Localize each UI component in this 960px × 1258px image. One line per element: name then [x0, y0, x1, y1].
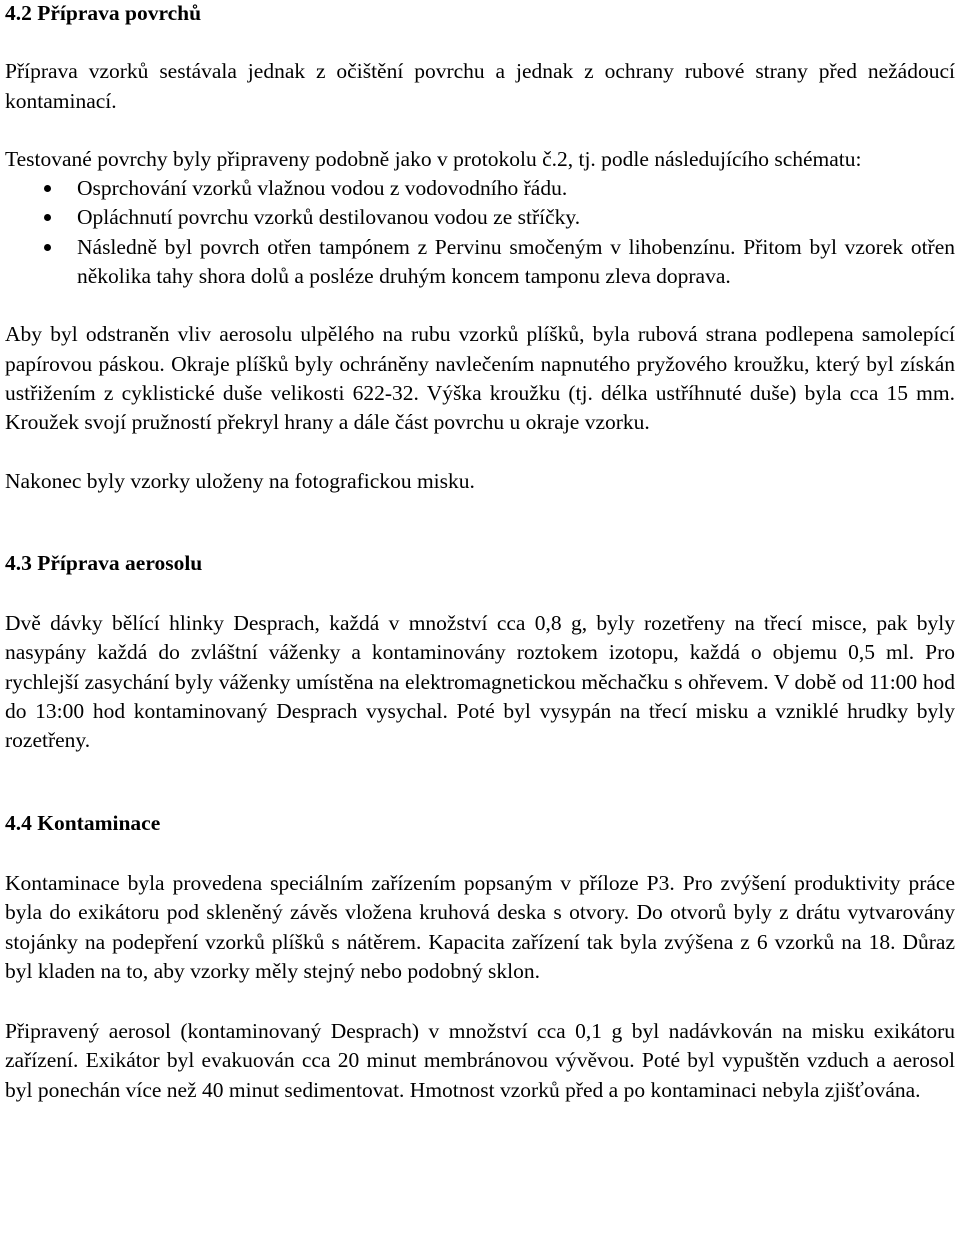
paragraph-photo-dish: Nakonec byly vzorky uloženy na fotografickou misku. — [5, 468, 475, 493]
list-item-text: Opláchnutí povrchu vzorků destilovanou vodou ze stříčky. — [77, 205, 581, 230]
paragraph-aerosol-preparation: Dvě dávky bělící hlinky Desprach, každá v množství cca 0,8 g, byly rozetřeny na třecí misce, pak byly nasypány každá do zvláštní váženky a kontaminovány roztokem izotopu, každá o objemu 0,5 ml. Pro rychlejší zasychání byly váženky umístěna na elektromagnetickou měchačku s ohřevem. V době od 11:00 hod do 13:00 hod kontaminovaný Desprach vysychal. Poté byl vysypán na třecí misku a vzniklé hrudky byly rozetřeny. — [5, 611, 955, 753]
list-item-text: Osprchování vzorků vlažnou vodou z vodovodního řádu. — [77, 176, 568, 201]
section-heading-4-4: 4.4 Kontaminace — [5, 810, 161, 835]
paragraph-sample-preparation: Příprava vzorků sestávala jednak z očištění povrchu a jednak z ochrany rubové strany před nežádoucí kontaminací. — [5, 59, 955, 113]
document-page — [5, 0, 955, 1105]
bullet-icon — [44, 214, 51, 221]
paragraph-contamination-procedure: Připravený aerosol (kontaminovaný Desprach) v množství cca 0,1 g byl nadávkován na misku exikátoru zařízení. Exikátor byl evakuován cca 20 minut membránovou vývěvou. Poté byl vypuštěn vzduch a aerosol byl ponechán více než 40 minut sedimentovat. Hmotnost vzorků před a po kontaminaci nebyla zjišťována. — [5, 1019, 955, 1102]
list-item-step-3 — [5, 233, 955, 292]
list-item-step-1 — [5, 174, 955, 203]
section-heading-4-3: 4.3 Příprava aerosolu — [5, 550, 203, 575]
section-heading-4-2: 4.2 Příprava povrchů — [5, 1, 202, 25]
bullet-icon — [44, 244, 51, 251]
paragraph-contamination-device: Kontaminace byla provedena speciálním zařízením popsaným v příloze P3. Pro zvýšení produktivity práce byla do exikátoru pod skleněný závěs vložena kruhová deska s otvory. Do otvorů byly z drátu vytvarovány stojánky na podepření vzorků plíšků s nátěrem. Kapacita zařízení tak byla zvýšena z 6 vzorků na 18. Důraz byl kladen na to, aby vzorky měly stejný nebo podobný sklon. — [5, 870, 955, 983]
paragraph-surfaces-scheme: Testované povrchy byly připraveny podobně jako v protokolu č.2, tj. podle následujícího schématu: — [5, 146, 862, 171]
preparation-steps-list — [5, 174, 955, 291]
list-item-step-2 — [5, 203, 955, 232]
paragraph-back-side-protection: Aby byl odstraněn vliv aerosolu ulpělého na rubu vzorků plíšků, byla rubová strana podlepena samolepící papírovou páskou. Okraje plíšků byly ochráněny navlečením napnutého pryžového kroužku, který byl získán ustřižením z cyklistické duše velikosti 622-32. Výška kroužku (tj. délka ustříhnuté duše) byla cca 15 mm. Kroužek svojí pružností překryl hrany a dále část povrchu u okraje vzorku. — [5, 322, 955, 435]
list-item-text: Následně byl povrch otřen tampónem z Pervinu smočeným v lihobenzínu. Přitom byl vzorek otřen několika tahy shora dolů a posléze druhým koncem tamponu zleva doprava. — [77, 234, 955, 289]
bullet-icon — [44, 185, 51, 192]
